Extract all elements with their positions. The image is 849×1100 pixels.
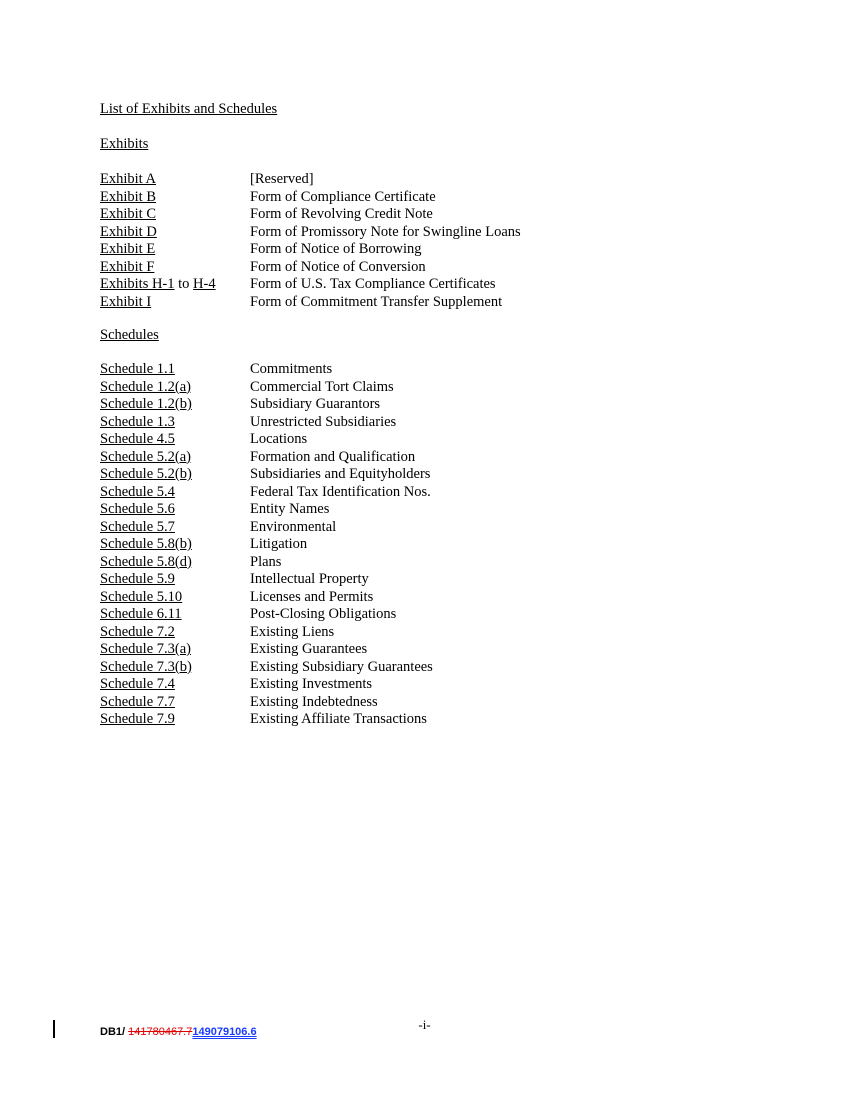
exhibit-label: Exhibit A — [100, 171, 156, 187]
schedule-row — [100, 536, 800, 554]
schedule-row — [100, 676, 800, 694]
exhibit-label: Exhibit F — [100, 258, 155, 275]
schedule-description: Subsidiary Guarantors — [250, 396, 381, 412]
page-title: List of Exhibits and Schedules — [100, 101, 278, 117]
exhibits-list — [100, 171, 800, 311]
schedule-row — [100, 571, 800, 589]
exhibit-label-connector: to — [174, 276, 194, 292]
exhibit-description: Form of Compliance Certificate — [250, 188, 436, 205]
exhibit-label: Exhibit I — [100, 293, 152, 310]
schedule-row — [100, 711, 800, 729]
exhibit-label-start: Exhibits H-1 — [100, 276, 175, 292]
schedule-label: Schedule 5.8(d) — [100, 553, 192, 570]
schedule-label: Schedule 5.2(b) — [100, 466, 192, 482]
schedule-label: Schedule 5.8(b) — [100, 536, 192, 552]
schedule-row — [100, 431, 800, 449]
change-bar — [53, 1020, 55, 1038]
page-number: -i- — [418, 1017, 431, 1032]
schedule-description: Environmental — [250, 518, 337, 535]
schedule-row — [100, 361, 800, 379]
exhibit-label: Exhibit D — [100, 223, 157, 240]
exhibit-description: Form of Notice of Borrowing — [250, 241, 422, 257]
schedule-row — [100, 449, 800, 467]
exhibit-row — [100, 241, 800, 259]
schedule-row — [100, 396, 800, 414]
schedule-description: Plans — [250, 553, 282, 570]
schedule-label: Schedule 1.2(a) — [100, 378, 191, 395]
schedule-description: Entity Names — [250, 501, 330, 517]
exhibit-label: Exhibit E — [100, 241, 156, 257]
schedule-description: Post-Closing Obligations — [250, 606, 397, 622]
schedule-label: Schedule 7.2 — [100, 623, 175, 640]
schedule-label: Schedule 5.6 — [100, 501, 175, 517]
exhibit-description: [Reserved] — [250, 171, 314, 187]
schedule-description: Existing Indebtedness — [250, 693, 378, 710]
schedule-label: Schedule 5.9 — [100, 571, 175, 587]
schedule-label: Schedule 7.3(a) — [100, 641, 191, 657]
exhibits-heading: Exhibits — [100, 136, 149, 152]
schedule-row — [100, 659, 800, 677]
schedule-description: Subsidiaries and Equityholders — [250, 466, 431, 482]
exhibit-description: Form of U.S. Tax Compliance Certificates — [250, 276, 496, 292]
schedule-label: Schedule 7.7 — [100, 693, 175, 710]
exhibit-label: Exhibit B — [100, 188, 156, 205]
schedule-label: Schedule 1.3 — [100, 413, 175, 430]
schedule-label: Schedule 7.3(b) — [100, 658, 192, 675]
schedule-row — [100, 624, 800, 642]
schedule-description: Unrestricted Subsidiaries — [250, 413, 397, 430]
exhibit-label: Exhibit C — [100, 206, 156, 222]
document-id-footer — [100, 1025, 257, 1039]
inserted-document-id: 149079106.6 — [192, 1026, 257, 1038]
schedule-description: Intellectual Property — [250, 571, 369, 587]
schedule-row — [100, 414, 800, 432]
schedule-label: Schedule 4.5 — [100, 431, 175, 447]
schedule-description: Existing Guarantees — [250, 641, 368, 657]
schedule-row — [100, 606, 800, 624]
schedule-description: Litigation — [250, 536, 308, 552]
schedule-label: Schedule 5.10 — [100, 588, 183, 605]
exhibit-description: Form of Promissory Note for Swingline Loans — [250, 223, 521, 240]
schedule-description: Existing Affiliate Transactions — [250, 711, 427, 727]
schedules-heading: Schedules — [100, 327, 159, 343]
schedule-description: Federal Tax Identification Nos. — [250, 483, 431, 500]
schedule-row — [100, 589, 800, 607]
exhibit-row — [100, 224, 800, 242]
schedule-label: Schedule 5.7 — [100, 518, 175, 535]
exhibit-row — [100, 294, 800, 312]
schedule-description: Licenses and Permits — [250, 588, 374, 605]
schedule-description: Existing Subsidiary Guarantees — [250, 658, 433, 675]
exhibit-description: Form of Commitment Transfer Supplement — [250, 293, 503, 310]
schedule-row — [100, 554, 800, 572]
exhibit-row — [100, 276, 800, 294]
schedule-label: Schedule 1.1 — [100, 361, 175, 377]
deleted-document-id: 141780467.7 — [128, 1026, 193, 1038]
exhibit-row — [100, 259, 800, 277]
schedule-description: Existing Liens — [250, 623, 335, 640]
exhibit-description: Form of Notice of Conversion — [250, 258, 426, 275]
schedule-description: Commitments — [250, 361, 333, 377]
schedule-label: Schedule 7.9 — [100, 711, 175, 727]
schedule-row — [100, 641, 800, 659]
schedule-row — [100, 466, 800, 484]
exhibit-label-end: H-4 — [193, 276, 216, 292]
exhibit-row — [100, 189, 800, 207]
schedule-description: Commercial Tort Claims — [250, 378, 394, 395]
exhibit-row — [100, 171, 800, 189]
schedule-label: Schedule 5.2(a) — [100, 448, 191, 465]
schedule-row — [100, 484, 800, 502]
schedule-description: Existing Investments — [250, 676, 373, 692]
schedule-description: Formation and Qualification — [250, 448, 416, 465]
schedule-label: Schedule 1.2(b) — [100, 396, 192, 412]
schedule-label: Schedule 7.4 — [100, 676, 175, 692]
exhibit-row — [100, 206, 800, 224]
schedule-label: Schedule 5.4 — [100, 483, 175, 500]
schedule-label: Schedule 6.11 — [100, 606, 182, 622]
schedule-row — [100, 501, 800, 519]
exhibit-description: Form of Revolving Credit Note — [250, 206, 433, 222]
schedule-row — [100, 379, 800, 397]
document-id-prefix: DB1/ — [100, 1026, 129, 1038]
schedule-row — [100, 519, 800, 537]
schedules-list — [100, 361, 800, 729]
schedule-row — [100, 694, 800, 712]
schedule-description: Locations — [250, 431, 308, 447]
